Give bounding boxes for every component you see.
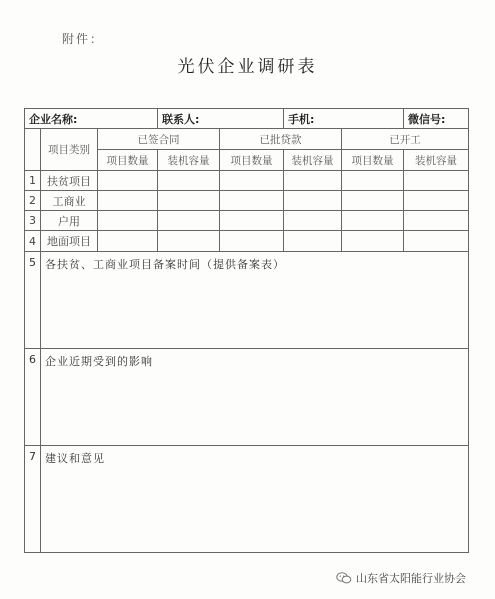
input-cell[interactable]: [220, 231, 284, 252]
section-suggestions[interactable]: [41, 446, 469, 553]
table-row: [25, 211, 469, 231]
input-cell[interactable]: [98, 171, 158, 191]
input-cell[interactable]: [284, 211, 342, 231]
input-cell[interactable]: [98, 231, 158, 252]
wechat-icon: [336, 572, 352, 584]
sub-header-count: 项目数量: [220, 150, 284, 171]
input-cell[interactable]: [98, 211, 158, 231]
input-cell[interactable]: [404, 171, 469, 191]
row-category: 地面项目: [41, 231, 98, 252]
input-cell[interactable]: [342, 211, 404, 231]
input-cell[interactable]: [220, 191, 284, 211]
input-cell[interactable]: [284, 191, 342, 211]
section-number: 6: [25, 349, 41, 446]
attachment-label: 附件：: [62, 32, 105, 46]
input-cell[interactable]: [158, 231, 220, 252]
section-row-filing-time: [25, 252, 469, 349]
row-category: 户用: [41, 211, 98, 231]
table-row: [25, 191, 469, 211]
sub-header-count: 项目数量: [342, 150, 404, 171]
group-header-signed: 已签合同: [98, 129, 220, 150]
group-header-started: 已开工: [342, 129, 469, 150]
input-cell[interactable]: [342, 171, 404, 191]
input-cell[interactable]: [158, 191, 220, 211]
row-number: 4: [25, 231, 41, 252]
input-cell[interactable]: [220, 171, 284, 191]
row-category: 工商业: [41, 191, 98, 211]
table-row: [25, 171, 469, 191]
source-watermark: [336, 570, 466, 586]
section-number: 5: [25, 252, 41, 349]
section-label: 建议和意见: [45, 452, 105, 465]
project-type-header: 项目类别: [41, 129, 98, 171]
input-cell[interactable]: [158, 171, 220, 191]
table-row: [25, 231, 469, 252]
input-cell[interactable]: [404, 211, 469, 231]
section-filing-time[interactable]: [41, 252, 469, 349]
source-label: 山东省太阳能行业协会: [356, 572, 466, 585]
info-row: [25, 109, 469, 129]
row-number: 2: [25, 191, 41, 211]
sub-header-count: 项目数量: [98, 150, 158, 171]
input-cell[interactable]: [220, 211, 284, 231]
section-label: 各扶贫、工商业项目备案时间（提供备案表）: [45, 258, 285, 271]
document-title: 光伏企业调研表: [177, 57, 318, 77]
section-impact[interactable]: [41, 349, 469, 446]
input-cell[interactable]: [284, 171, 342, 191]
row-number: 3: [25, 211, 41, 231]
row-category: 扶贫项目: [41, 171, 98, 191]
section-number: 7: [25, 446, 41, 553]
section-row-impact: [25, 349, 469, 446]
sub-header-capacity: 装机容量: [158, 150, 220, 171]
sub-header-capacity: 装机容量: [404, 150, 469, 171]
group-header-loan: 已批贷款: [220, 129, 342, 150]
sub-header-capacity: 装机容量: [284, 150, 342, 171]
phone-field[interactable]: 手机:: [284, 109, 404, 129]
input-cell[interactable]: [158, 211, 220, 231]
input-cell[interactable]: [404, 191, 469, 211]
input-cell[interactable]: [342, 231, 404, 252]
input-cell[interactable]: [342, 191, 404, 211]
input-cell[interactable]: [284, 231, 342, 252]
section-row-suggestions: [25, 446, 469, 553]
wechat-field[interactable]: 微信号:: [404, 109, 469, 129]
input-cell[interactable]: [404, 231, 469, 252]
group-header-row: [25, 129, 469, 150]
corner-cell: [25, 129, 41, 171]
row-number: 1: [25, 171, 41, 191]
company-name-field[interactable]: 企业名称:: [25, 109, 158, 129]
contact-field[interactable]: 联系人:: [158, 109, 284, 129]
section-label: 企业近期受到的影响: [45, 355, 153, 368]
survey-form-table: [24, 108, 469, 553]
input-cell[interactable]: [98, 191, 158, 211]
